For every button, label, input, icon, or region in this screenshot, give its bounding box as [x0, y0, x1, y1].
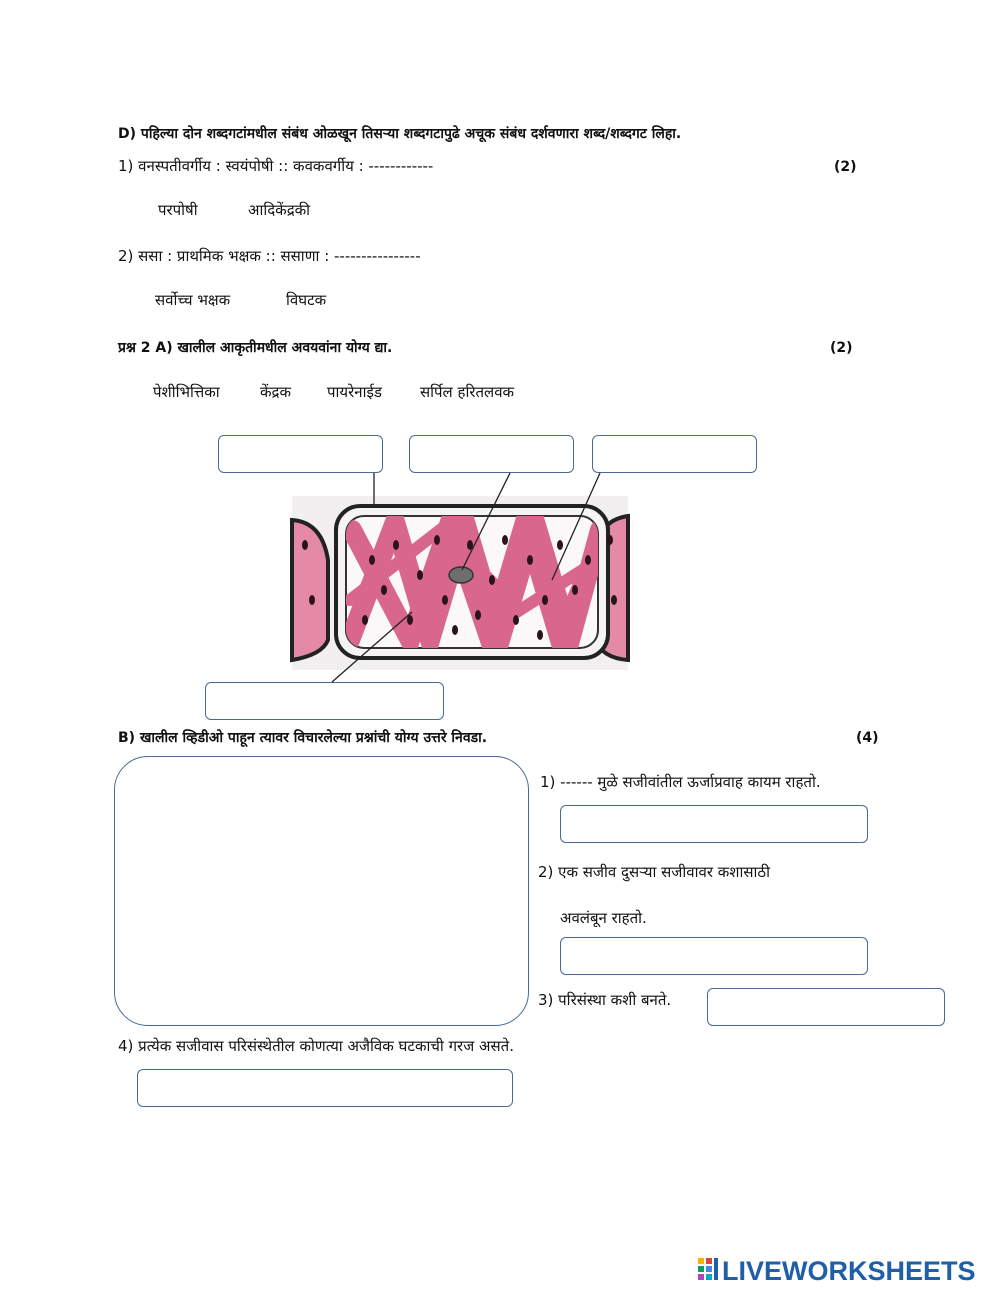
liveworksheets-wordmark: LIVEWORKSHEETS [722, 1256, 976, 1286]
section-d-heading: D) पहिल्या दोन शब्दगटांमधील संबंध ओळखून तिसऱ्या शब्दगटापुढे अचूक संबंध दर्शवणारा शब्द/शब्दगट लिहा. [118, 126, 682, 142]
q2a-option-spiral-chloroplast: सर्पिल हरितलवक [420, 383, 515, 401]
section-d-question-2: 2) ससा : प्राथमिक भक्षक :: ससाणा : ---------------- [118, 247, 421, 265]
q1-option-1: परपोषी [158, 201, 198, 219]
q2b-marks: (4) [856, 730, 879, 746]
q2a-marks: (2) [830, 340, 853, 356]
video-player[interactable] [114, 756, 529, 1026]
q2b-question-1: 1) ------ मुळे सजीवांतील ऊर्जाप्रवाह कायम राहतो. [540, 773, 821, 791]
q2b-question-4: 4) प्रत्येक सजीवास परिसंस्थेतील कोणत्या अजैविक घटकाची गरज असते. [118, 1037, 514, 1055]
q2b-answer-box-2[interactable] [560, 937, 868, 975]
q2b-question-2-line-2: अवलंबून राहतो. [560, 909, 647, 927]
q2b-question-3: 3) परिसंस्था कशी बनते. [538, 991, 672, 1009]
q2-option-1: सर्वोच्च भक्षक [155, 291, 231, 309]
q2a-option-nucleus: केंद्रक [260, 383, 292, 401]
q2b-answer-box-4[interactable] [137, 1069, 513, 1107]
q2b-heading: B) खालील व्हिडीओ पाहून त्यावर विचारलेल्या प्रश्नांची योग्य उत्तरे निवडा. [118, 730, 488, 746]
section-d-marks: (2) [834, 159, 857, 175]
q2-option-2: विघटक [286, 291, 327, 309]
q2b-answer-box-3[interactable] [707, 988, 945, 1026]
q2a-option-cell-wall: पेशीभित्तिका [153, 383, 220, 401]
q2a-heading: प्रश्न 2 A) खालील आकृतीमधील अवयवांना योग्य द्या. [118, 340, 393, 356]
q1-option-2: आदिकेंद्रकी [248, 201, 311, 219]
liveworksheets-icon [698, 1258, 720, 1282]
q2b-question-2-line-1: 2) एक सजीव दुसऱ्या सजीवावर कशासाठी [538, 863, 770, 881]
adjacent-cell-left [292, 520, 328, 660]
q2b-answer-box-1[interactable] [560, 805, 868, 843]
nucleus [449, 567, 473, 583]
q2a-option-pyrenoid: पायरेनाईड [327, 383, 382, 401]
section-d-question-1: 1) वनस्पतीवर्गीय : स्वयंपोषी :: कवकवर्गीय : ------------ [118, 157, 434, 175]
